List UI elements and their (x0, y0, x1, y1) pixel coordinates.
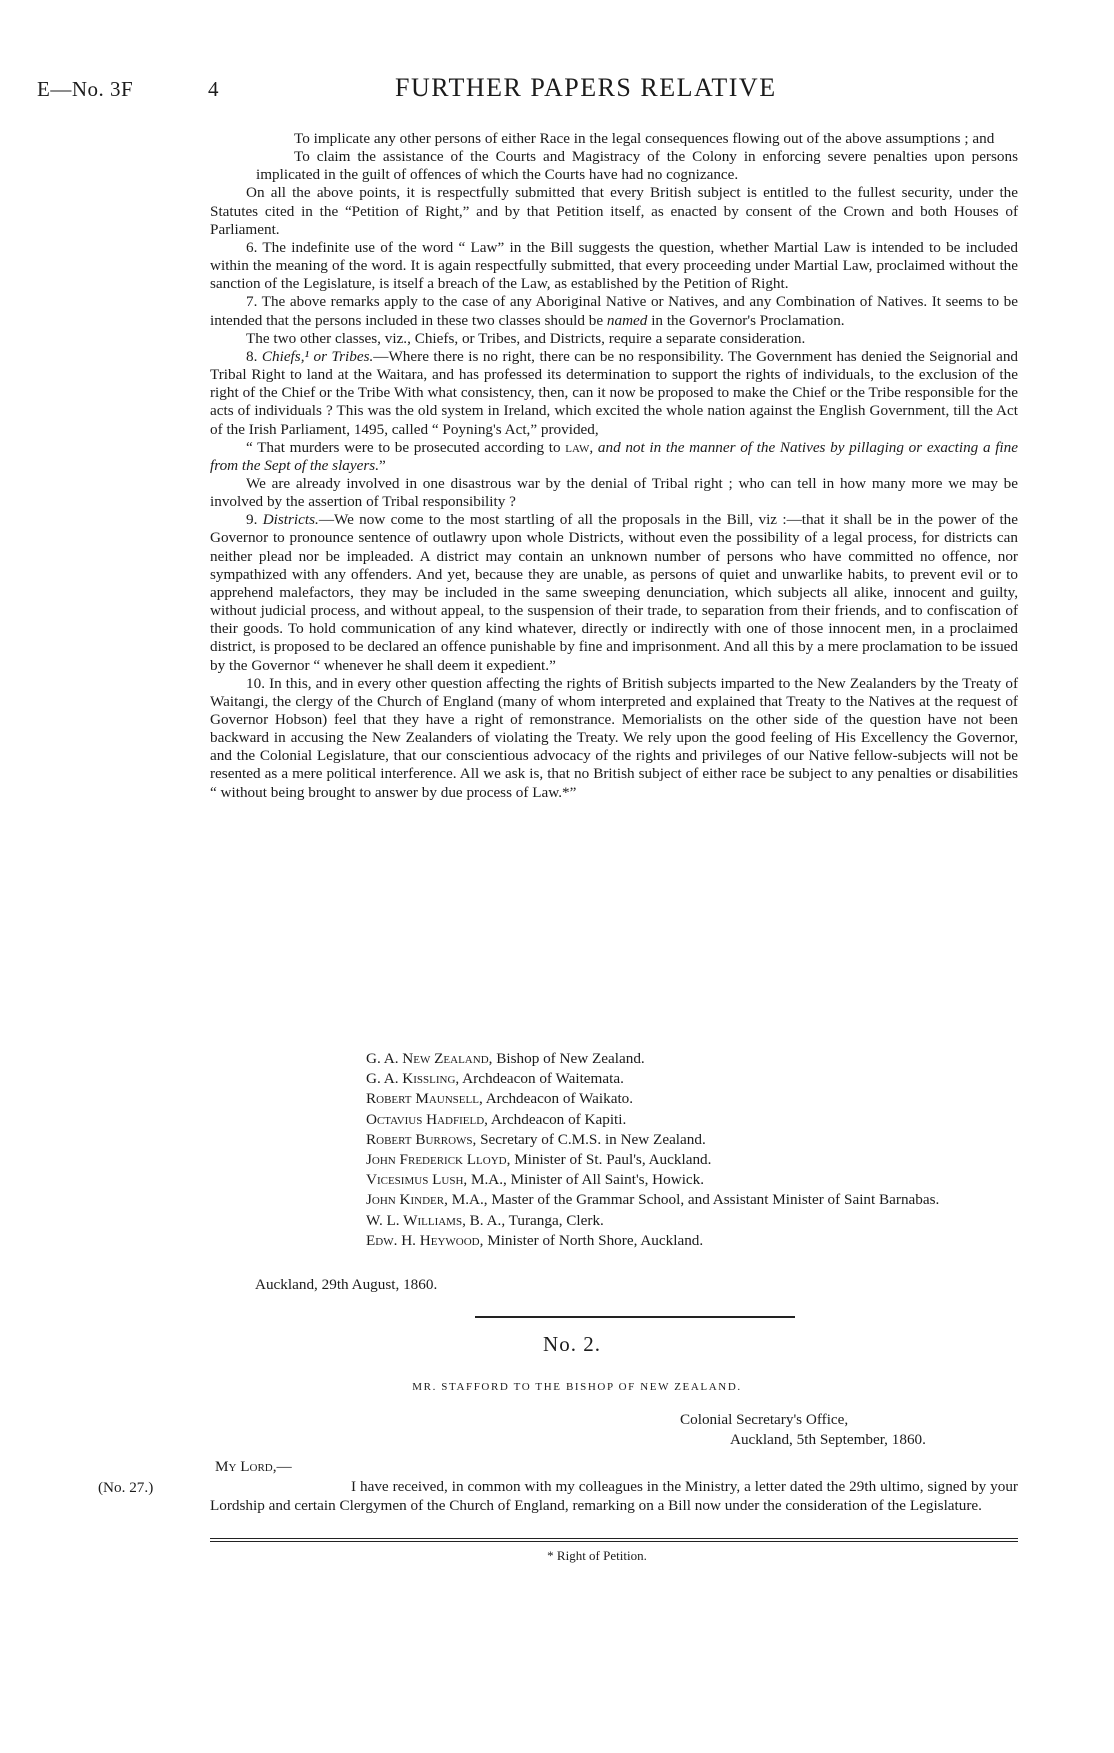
running-title: FURTHER PAPERS RELATIVE (395, 73, 777, 102)
quote-text-a: “ That murders were to be prosecuted according to (246, 438, 566, 456)
signatory: Robert Burrows, Secretary of C.M.S. in New Zealand. (366, 1130, 706, 1148)
office-line-1: Colonial Secretary's Office, (680, 1411, 849, 1428)
signatory: Octavius Hadfield, Archdeacon of Kapiti. (366, 1110, 627, 1128)
footnote-rule-top (210, 1538, 1018, 1539)
paragraph-8-number: 8. (246, 347, 262, 365)
signatory: G. A. Kissling, Archdeacon of Waitemata. (366, 1070, 624, 1088)
petition-body (210, 130, 1018, 802)
paragraph-9 (210, 511, 1018, 674)
paragraph-8-text: —Where there is no right, there can be no responsibility. The Government has denied the Seignorial and Tribal Right to land at the Waitara, and has professed its determination to support the rights of individuals, to the exclusion of the right of the Chief or the Tribe With what consistency, then, can it now be proposed to make the Chief or the Tribe responsible for the acts of individuals ? This was the old system in Ireland, which excited the whole nation against the English Government, till the Act of the Irish Parliament, 1495, called “ Poyning's Act,” provided, (210, 347, 1019, 438)
signatory: Edw. H. Heywood, Minister of North Shore, Auckland. (366, 1231, 704, 1249)
signatory: Vicesimus Lush, M.A., Minister of All Saint's, Howick. (366, 1171, 705, 1189)
signatory-list (366, 1049, 1006, 1251)
paragraph-8 (210, 348, 1018, 439)
footnote: * Right of Petition. (547, 1548, 647, 1563)
letter-body: I have received, in common with my colleagues in the Ministry, a letter dated the 29th ultimo, signed by your Lordship and certain Clergymen of the Church of England, remarking on a Bill now under the consideration of the Legislature. (210, 1478, 1018, 1514)
signatory: W. L. Williams, B. A., Turanga, Clerk. (366, 1211, 604, 1229)
paragraph-7-text-a: 7. The above remarks apply to the case of any Aboriginal Native or Natives, and any Combination of Natives. It seems to be intended that the persons included in these two classes should be (210, 293, 1018, 329)
paragraph-7 (210, 293, 1018, 329)
office-line-2: Auckland, 5th September, 1860. (730, 1431, 926, 1448)
quote-emphasis: , and not in the manner of the Natives by pillaging or exacting a fine from the Sept of the slayers. (210, 438, 1018, 474)
signatory: John Frederick Lloyd, Minister of St. Paul's, Auckland. (366, 1151, 712, 1169)
paragraph-7-text-b: in the Governor's Proclamation. (647, 311, 845, 329)
quote-law: law (565, 438, 590, 456)
document-reference: E—No. 3F (37, 77, 134, 101)
paragraph-implicate: To implicate any other persons of either Race in the legal consequences flowing out of the above assumptions ; and (294, 130, 995, 147)
section-number: No. 2. (543, 1332, 601, 1356)
page-number: 4 (208, 77, 219, 101)
paragraph-10: 10. In this, and in every other question affecting the rights of British subjects imparted to the New Zealanders by the Treaty of Waitangi, the clergy of the Church of England (many of whom interpreted and explained that Treaty to the Natives at the request of Governor Hobson) feel that they have a right of remonstrance. Memorialists on the other side of the question have not been backward in accusing the New Zealanders of violating the Treaty. We rely upon the good feeling of His Excellency the Governor, and the Colonial Legislature, that our conscientious advocacy of the rights and privileges of our Native fellow-subjects will not be resented as a mere political interference. All we ask is, that no British subject of either race be subject to any penalties or disabilities “ without being brought to answer by due process of Law.*” (210, 674, 1018, 801)
margin-reference: (No. 27.) (98, 1479, 154, 1496)
section-subheading: MR. STAFFORD TO THE BISHOP OF NEW ZEALAND. (412, 1381, 742, 1393)
quote-close: ” (379, 456, 386, 474)
place-date: Auckland, 29th August, 1860. (255, 1276, 438, 1293)
paragraph-9-text: —We now come to the most startling of all the proposals in the Bill, viz :—that it shall be in the power of the Governor to pronounce sentence of outlawry upon whole Districts, without even the possibility of a legal process, for districts can neither plead nor be impleaded. A district may contain an unknown number of persons who have committed no offence, nor sympathized with any offenders. And yet, because they are unable, as persons of quiet and unwarlike habits, to prevent evil or to apprehend malefactors, they may be included in the same sweeping denunciation, which subjects all alike, innocent and guilty, without judicial process, and without appeal, to the suspension of their trade, to separation from their friends, and to confiscation of their goods. To hold communication of any kind whatever, directly or indirectly with one of those innocent men, in a proclaimed district, is proposed to be declared an offence punishable by fine and imprisonment. And all this by a mere proclamation to be issued by the Governor “ whenever he shall deem it expedient.” (210, 511, 1018, 674)
paragraph-6: 6. The indefinite use of the word “ Law” in the Bill suggests the question, whether Martial Law is intended to be included within the meaning of the word. It is again respectfully submitted, that every proceeding under Martial Law, proclaimed without the sanction of the Legislature, is itself a breach of the Law, as established by the Petition of Right. (210, 238, 1018, 293)
salutation: My Lord,— (215, 1458, 292, 1475)
paragraph-classes: The two other classes, viz., Chiefs, or Tribes, and Districts, require a separate consideration. (246, 329, 806, 347)
office-address (680, 1410, 926, 1450)
paragraph-8-heading: Chiefs,¹ or Tribes. (261, 347, 374, 365)
paragraph-points: On all the above points, it is respectfully submitted that every British subject is entitled to the fullest security, under the Statutes cited in the “Petition of Right,” and by that Petition itself, as enacted by consent of the Crown and both Houses of Parliament. (210, 184, 1018, 238)
footnote-rule-bottom (210, 1541, 1018, 1542)
paragraph-quote (210, 439, 1018, 475)
signatory: G. A. New Zealand, Bishop of New Zealand. (366, 1050, 645, 1067)
paragraph-7-emphasis: named (606, 311, 648, 329)
paragraph-courts: To claim the assistance of the Courts and Magistracy of the Colony in enforcing severe penalties upon persons implicated in the guilt of offences of which the Courts have had no cognizance. (256, 148, 1018, 184)
paragraph-9-number: 9. (246, 511, 263, 529)
signatory: Robert Maunsell, Archdeacon of Waikato. (366, 1090, 634, 1108)
paragraph-9-heading: Districts. (262, 511, 319, 529)
section-divider (475, 1316, 795, 1318)
signatory: John Kinder, M.A., Master of the Grammar School, and Assistant Minister of Saint Barnabas. (366, 1191, 940, 1209)
paragraph-war: We are already involved in one disastrous war by the denial of Tribal right ; who can tell in how many more we may be involved by the assertion of Tribal responsibility ? (210, 474, 1018, 511)
